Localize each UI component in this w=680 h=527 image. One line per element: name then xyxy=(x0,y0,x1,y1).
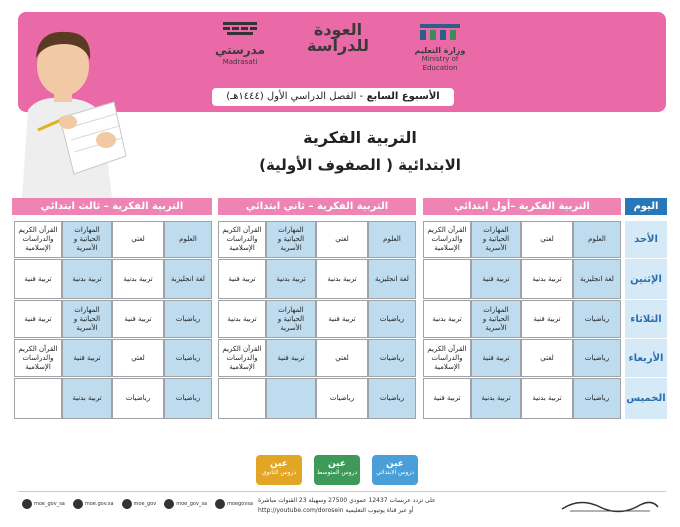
day-wednesday: الأربعاء xyxy=(625,339,667,377)
schedule-cell: تربية بدنية xyxy=(521,378,573,419)
madrasati-logo xyxy=(205,22,275,67)
week-label xyxy=(210,86,456,108)
week-number: الأسبوع السابع xyxy=(366,91,440,102)
schedule-cell xyxy=(266,378,316,419)
day-tuesday: الثلاثاء xyxy=(625,300,667,338)
schedule-cell: رياضيات xyxy=(112,378,164,419)
semester-text: - الفصل الدراسي الأول (١٤٤٤هـ) xyxy=(226,91,364,102)
day-sunday: الأحد xyxy=(625,221,667,258)
ministry-name-ar: وزارة التعليم xyxy=(414,46,466,55)
youtube-link[interactable] xyxy=(215,499,253,509)
day-thursday: الخميس xyxy=(625,378,667,419)
schedule-cell: رياضيات xyxy=(164,378,212,419)
social-handle: moe_gov_sa xyxy=(34,501,65,507)
campaign-title-1: العودة xyxy=(313,20,363,39)
schedule-cell: رياضيات xyxy=(164,339,212,377)
schedule-cell: لغتي xyxy=(112,221,164,258)
tile-label: دروس المتوسط xyxy=(316,469,358,476)
schedule-cell: تربية بدنية xyxy=(218,300,266,338)
secondary-lessons-tile[interactable] xyxy=(256,455,302,485)
schedule-cell: العلوم xyxy=(164,221,212,258)
campaign-title-2: للدراسة xyxy=(307,36,369,55)
schedule-cell: تربية فنية xyxy=(266,339,316,377)
schedule-cell: القرآن الكريم والدراسات الإسلامية xyxy=(14,339,62,377)
schedule-cell: تربية فنية xyxy=(112,300,164,338)
schedule-cell: تربية فنية xyxy=(14,300,62,338)
schedule-cell: رياضيات xyxy=(573,339,621,377)
channels-text: على تردد عربسات 12437 عمودي 27500 وسهيلة 23 القنوات مباشرة xyxy=(258,497,436,504)
snapchat-icon xyxy=(122,499,132,509)
intermediate-lessons-tile[interactable] xyxy=(314,455,360,485)
tile-brand: عين xyxy=(270,459,288,469)
schedule-cell: المهارات الحياتية و الأسرية xyxy=(266,300,316,338)
schedule-cell: تربية فنية xyxy=(471,339,521,377)
social-handle: moe.gov.sa xyxy=(84,501,114,507)
schedule-cell: القرآن الكريم والدراسات الإسلامية xyxy=(218,339,266,377)
schedule-cell: لغتي xyxy=(316,221,368,258)
madrasati-name-en: Madrasati xyxy=(222,58,258,66)
subject-title: التربية الفكرية xyxy=(303,128,417,147)
social-handle: moegovsa xyxy=(227,501,253,507)
facebook-icon xyxy=(73,499,83,509)
schedule-cell: رياضيات xyxy=(368,378,416,419)
schedule-cell: تربية فنية xyxy=(14,259,62,299)
schedule-cell: تربية بدنية xyxy=(316,259,368,299)
schedule-cell: رياضيات xyxy=(368,339,416,377)
footer-divider xyxy=(18,491,666,492)
primary-lessons-tile[interactable] xyxy=(372,455,418,485)
schedule-cell: تربية بدنية xyxy=(62,378,112,419)
grade-1-header: التربية الفكرية –أول ابتدائي xyxy=(423,198,621,215)
grade-2-header: التربية الفكرية – ثاني ابتدائي xyxy=(218,198,416,215)
twitter-link[interactable] xyxy=(22,499,65,509)
facebook-link[interactable] xyxy=(73,499,114,509)
schedule-cell: القرآن الكريم والدراسات الإسلامية xyxy=(14,221,62,258)
grade-3-header: التربية الفكرية – ثالث ابتدائي xyxy=(12,198,212,215)
schedule-cell xyxy=(423,259,471,299)
schedule-cell: المهارات الحياتية و الأسرية xyxy=(62,300,112,338)
schedule-cell: لغة انجليزية xyxy=(573,259,621,299)
social-handle: moe_gov xyxy=(133,501,157,507)
ministry-name-en: Ministry of Education xyxy=(421,55,459,72)
social-handle: moe_gov_sa xyxy=(176,501,208,507)
youtube-text[interactable]: أو عبر قناة يوتيوب التعليمية http://youtube.com/dorosein xyxy=(258,507,414,514)
schedule-cell: لغتي xyxy=(521,339,573,377)
schedule-cell: لغة انجليزية xyxy=(164,259,212,299)
schedule-cell: رياضيات xyxy=(316,378,368,419)
schedule-cell: تربية بدنية xyxy=(471,378,521,419)
schedule-cell: تربية فنية xyxy=(423,378,471,419)
schedule-cell: المهارات الحياتية و الأسرية xyxy=(471,221,521,258)
snapchat-link[interactable] xyxy=(122,499,157,509)
day-column-header: اليوم xyxy=(625,198,667,215)
calligraphy-logo-icon xyxy=(560,495,660,513)
back-to-school-logo xyxy=(298,22,378,54)
schedule-cell: تربية بدنية xyxy=(423,300,471,338)
schedule-cell: القرآن الكريم والدراسات الإسلامية xyxy=(423,221,471,258)
schedule-cell: لغتي xyxy=(521,221,573,258)
schedule-cell: تربية فنية xyxy=(316,300,368,338)
schedule-cell: لغتي xyxy=(316,339,368,377)
schedule-cell xyxy=(14,378,62,419)
day-monday: الإثنين xyxy=(625,259,667,299)
child-illustration xyxy=(8,18,148,198)
schedule-cell: العلوم xyxy=(573,221,621,258)
schedule-cell: رياضيات xyxy=(368,300,416,338)
social-links xyxy=(22,499,253,509)
tile-label: دروس الابتدائي xyxy=(376,469,414,476)
schedule-cell: رياضيات xyxy=(573,300,621,338)
schedule-cell: تربية فنية xyxy=(471,259,521,299)
ministry-logo xyxy=(405,22,475,73)
schedule-cell: تربية فنية xyxy=(218,259,266,299)
schedule-cell: تربية بدنية xyxy=(266,259,316,299)
schedule-cell: رياضيات xyxy=(164,300,212,338)
schedule-cell: العلوم xyxy=(368,221,416,258)
madrasati-name-ar: مدرستي xyxy=(214,43,266,57)
schedule-cell: المهارات الحياتية و الأسرية xyxy=(471,300,521,338)
youtube-icon xyxy=(215,499,225,509)
madrasati-grid-icon xyxy=(223,22,257,38)
schedule-cell: تربية فنية xyxy=(62,339,112,377)
schedule-cell: المهارات الحياتية و الأسرية xyxy=(266,221,316,258)
twitter-icon xyxy=(22,499,32,509)
schedule-cell: تربية فنية xyxy=(521,300,573,338)
schedule-cell: القرآن الكريم والدراسات الإسلامية xyxy=(218,221,266,258)
tile-brand: عين xyxy=(386,459,404,469)
schedule-cell: رياضيات xyxy=(573,378,621,419)
schedule-cell: تربية بدنية xyxy=(62,259,112,299)
stage-title: الابتدائية ( الصفوف الأولية) xyxy=(259,156,461,174)
tile-brand: عين xyxy=(328,459,346,469)
schedule-cell: لغة انجليزية xyxy=(368,259,416,299)
schedule-cell: لغتي xyxy=(112,339,164,377)
instagram-link[interactable] xyxy=(164,499,207,509)
ministry-emblem-icon xyxy=(418,22,462,42)
tile-label: دروس الثانوي xyxy=(261,469,297,476)
schedule-cell: تربية بدنية xyxy=(112,259,164,299)
schedule-cell: القرآن الكريم والدراسات الإسلامية xyxy=(423,339,471,377)
schedule-cell xyxy=(218,378,266,419)
schedule-cell: المهارات الحياتية و الأسرية xyxy=(62,221,112,258)
instagram-icon xyxy=(164,499,174,509)
schedule-cell: تربية بدنية xyxy=(521,259,573,299)
